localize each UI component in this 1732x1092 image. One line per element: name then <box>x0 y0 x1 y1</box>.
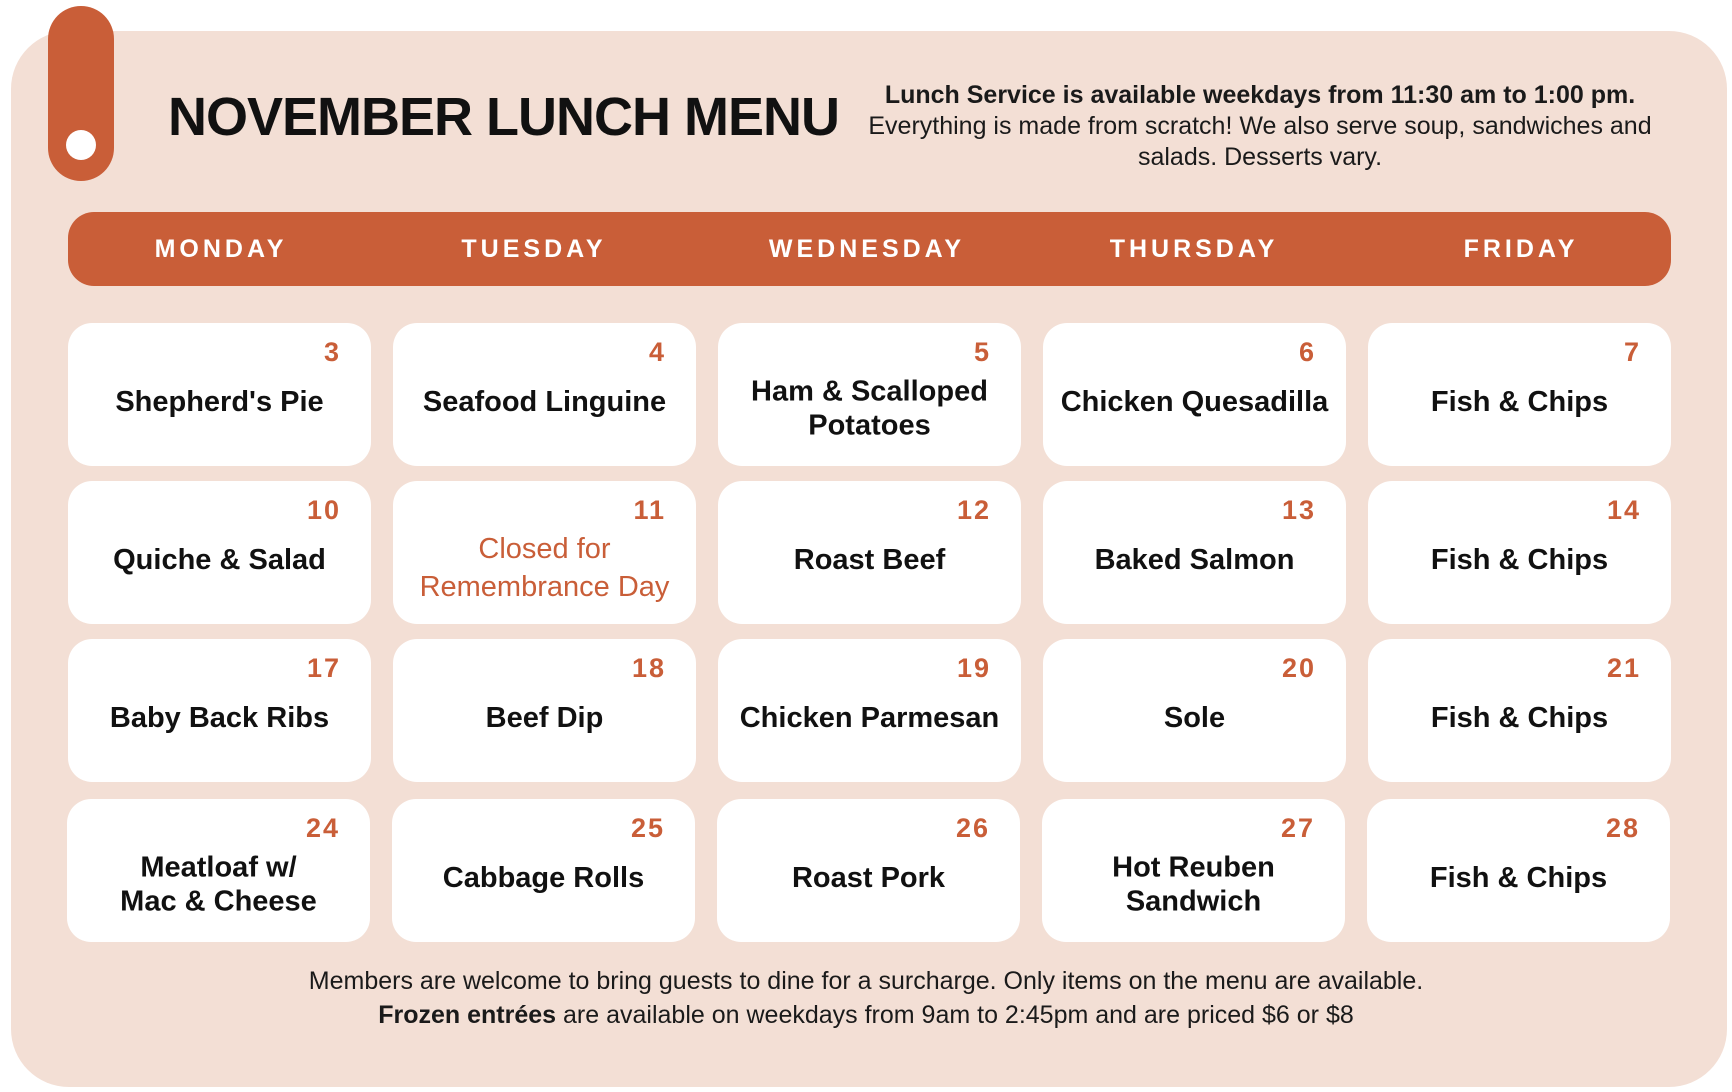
frozen-entrees-label: Frozen entrées <box>378 1001 557 1029</box>
day-date: 28 <box>1605 813 1640 843</box>
day-date: 14 <box>1606 495 1641 525</box>
day-dish: Cabbage Rolls <box>442 861 645 894</box>
day-cell <box>1043 639 1346 782</box>
day-cell <box>68 323 371 466</box>
weekday-tuesday: TUESDAY <box>461 235 607 263</box>
day-date: 11 <box>633 495 666 525</box>
weekday-monday: MONDAY <box>154 235 288 263</box>
day-dish: Hot Reuben Sandwich <box>1112 851 1275 918</box>
frozen-entrees-note <box>0 998 1732 1032</box>
calendar-tab-decoration <box>48 6 114 181</box>
day-cell <box>393 323 696 466</box>
day-dish: Fish & Chips <box>1430 701 1609 734</box>
day-dish: Sole <box>1163 701 1226 734</box>
weekday-header-bar <box>68 212 1671 286</box>
service-hours: Lunch Service is available weekdays from 11:30 am to 1:00 pm. <box>884 81 1636 109</box>
day-cell <box>392 799 695 942</box>
day-dish: Fish & Chips <box>1430 543 1609 576</box>
day-date: 10 <box>306 495 341 525</box>
day-date: 19 <box>956 653 991 683</box>
day-dish: Chicken Parmesan <box>739 701 1000 734</box>
day-dish: Fish & Chips <box>1430 385 1609 418</box>
day-dish: Seafood Linguine <box>422 385 667 418</box>
day-cell <box>393 481 696 624</box>
day-dish: Baked Salmon <box>1094 543 1295 576</box>
day-dish: Baby Back Ribs <box>109 701 330 734</box>
day-cell <box>1368 481 1671 624</box>
weekday-friday: FRIDAY <box>1463 235 1579 263</box>
day-cell <box>1042 799 1345 942</box>
frozen-entrees-details: are available on weekdays from 9am to 2:45pm and are priced $6 or $8 <box>556 1001 1354 1029</box>
weekday-wednesday: WEDNESDAY <box>768 235 966 263</box>
day-date: 3 <box>323 337 341 367</box>
day-cell <box>718 323 1021 466</box>
day-cell <box>717 799 1020 942</box>
day-cell <box>1368 323 1671 466</box>
day-cell <box>1368 639 1671 782</box>
day-dish: Shepherd's Pie <box>115 385 324 418</box>
day-date: 25 <box>630 813 665 843</box>
day-date: 21 <box>1606 653 1641 683</box>
day-date: 26 <box>955 813 990 843</box>
day-cell <box>393 639 696 782</box>
day-date: 5 <box>973 337 991 367</box>
day-cell <box>68 481 371 624</box>
day-dish: Roast Pork <box>791 861 946 894</box>
footer-notes <box>0 964 1732 1032</box>
day-cell <box>1367 799 1670 942</box>
day-date: 18 <box>631 653 666 683</box>
day-date: 4 <box>648 337 666 367</box>
day-date: 17 <box>306 653 341 683</box>
day-dish: Beef Dip <box>485 701 604 734</box>
day-dish: Fish & Chips <box>1429 861 1608 894</box>
day-cell <box>718 481 1021 624</box>
day-date: 12 <box>956 495 991 525</box>
day-date: 20 <box>1281 653 1316 683</box>
day-date: 24 <box>305 813 340 843</box>
day-date: 13 <box>1281 495 1316 525</box>
day-dish: Chicken Quesadilla <box>1060 385 1329 418</box>
day-cell <box>68 639 371 782</box>
day-dish: Ham & Scalloped Potatoes <box>751 375 988 442</box>
day-date: 6 <box>1298 337 1316 367</box>
day-cell <box>1043 481 1346 624</box>
day-cell <box>718 639 1021 782</box>
day-dish: Roast Beef <box>793 543 946 576</box>
closed-notice: Closed for Remembrance Day <box>419 532 670 603</box>
day-date: 27 <box>1280 813 1315 843</box>
service-info <box>860 80 1660 173</box>
guest-policy: Members are welcome to bring guests to dine for a surcharge. Only items on the menu are available. <box>308 967 1424 995</box>
day-cell <box>1043 323 1346 466</box>
weekday-thursday: THURSDAY <box>1109 235 1279 263</box>
page-title: NOVEMBER LUNCH MENU <box>168 87 840 147</box>
day-date: 7 <box>1623 337 1641 367</box>
day-cell <box>67 799 370 942</box>
day-dish: Meatloaf w/ Mac & Cheese <box>120 851 317 918</box>
tab-hole-icon <box>66 130 96 160</box>
day-dish: Quiche & Salad <box>113 543 326 576</box>
service-description: Everything is made from scratch! We also serve soup, sandwiches and salads. Desserts vary. <box>868 112 1652 171</box>
